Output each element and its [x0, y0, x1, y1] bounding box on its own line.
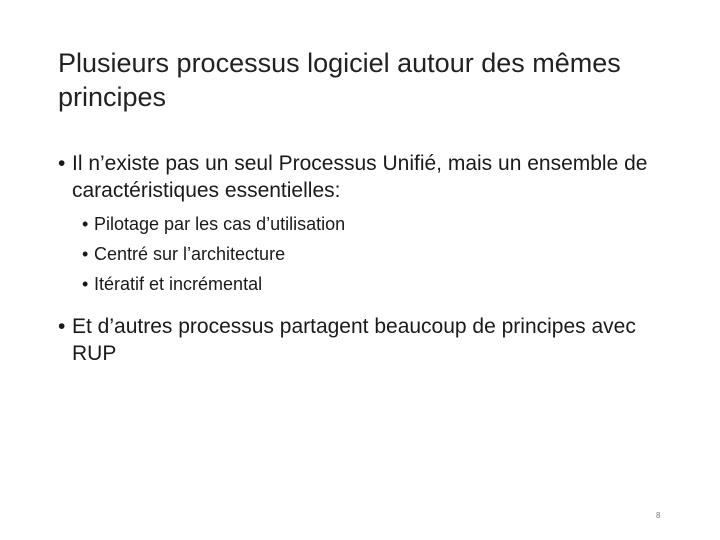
bullet-text: Et d’autres processus partagent beaucoup de principes avec RUP	[72, 315, 636, 365]
sub-bullet-text: Itératif et incrémental	[94, 274, 263, 294]
slide-content	[58, 150, 678, 367]
sub-bullet-text: Pilotage par les cas d’utilisation	[94, 214, 346, 234]
sub-bullet-marker: •	[82, 244, 89, 264]
sub-bullet-marker: •	[82, 274, 89, 294]
sub-bullet-text: Centré sur l’architecture	[94, 244, 286, 264]
sub-bullet-item	[82, 209, 678, 239]
bullet-marker: •	[58, 315, 66, 338]
slide-title: Plusieurs processus logiciel autour des mêmes principes	[58, 48, 621, 112]
bullet-item	[58, 150, 678, 204]
bullet-text: Il n’existe pas un seul Processus Unifié, mais un ensemble de caractéristiques essentielles:	[72, 152, 648, 202]
sub-bullet-item	[82, 239, 678, 269]
page-number: 8	[656, 511, 661, 520]
sub-bullet-marker: •	[82, 214, 89, 234]
sub-bullet-list	[82, 209, 678, 299]
bullet-marker: •	[58, 152, 66, 175]
sub-bullet-item	[82, 269, 678, 299]
bullet-item	[58, 313, 678, 367]
